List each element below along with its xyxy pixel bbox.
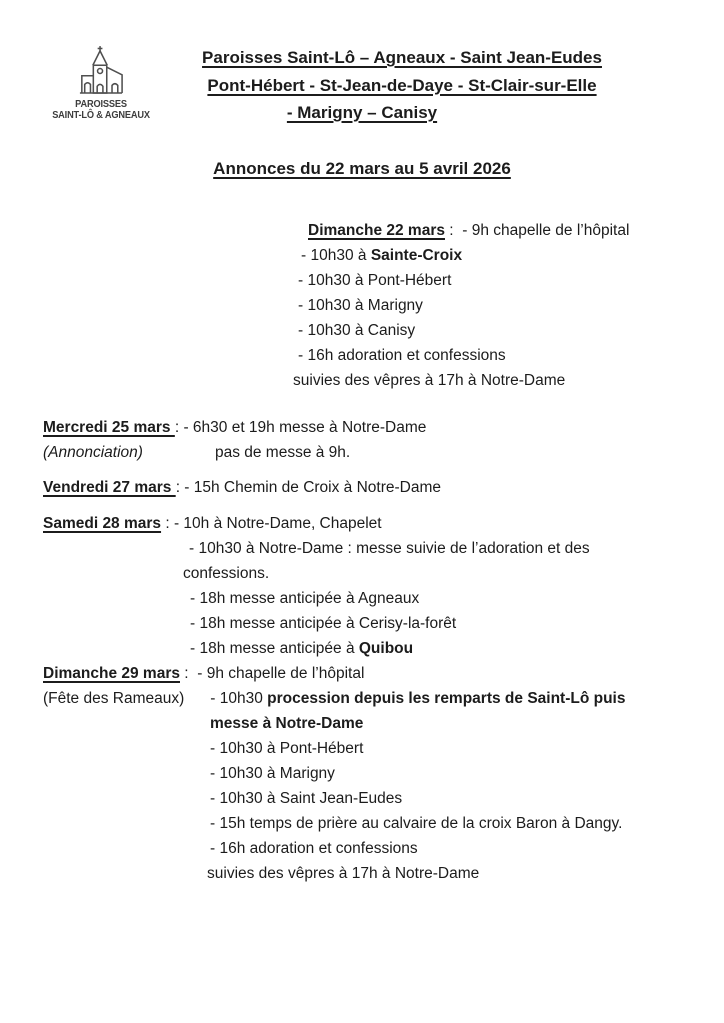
text-run: - 10h30 [210, 690, 268, 707]
text-run: - 10h30 à Pont-Hébert [210, 740, 364, 757]
text-run: suivies des vêpres à 17h à Notre-Dame [293, 372, 566, 389]
date-heading: Dimanche 29 mars [43, 665, 180, 682]
text-line [293, 268, 629, 293]
text-run: - 15h temps de prière au calvaire de la croix Baron à Dangy. [210, 815, 623, 832]
section-mercredi-25-mars [43, 415, 426, 465]
section-vendredi-27-mars [43, 475, 441, 500]
text-line [43, 861, 625, 886]
text-line [43, 636, 590, 661]
text-run: - 10h30 à Saint Jean-Eudes [210, 790, 403, 807]
text-run: - 18h messe anticipée à Agneaux [190, 590, 420, 607]
text-run: - 10h30 à Marigny [210, 765, 335, 782]
text-line [293, 293, 629, 318]
text-run: messe à Notre-Dame [210, 715, 364, 732]
section-dimanche-22-mars [293, 218, 629, 393]
text-run: suivies des vêpres à 17h à Notre-Dame [207, 865, 480, 882]
title-line-3: - Marigny – Canisy [286, 103, 438, 122]
text-run: - 10h30 à Marigny [298, 297, 423, 314]
text-run: - 18h messe anticipée à Cerisy-la-forêt [190, 615, 457, 632]
text-line [43, 786, 625, 811]
text-line [43, 561, 590, 586]
text-line [43, 415, 426, 440]
section-samedi-28-mars [43, 511, 590, 661]
text-run: - 18h messe anticipée à [190, 640, 359, 657]
text-run: - 10h30 à Pont-Hébert [298, 272, 452, 289]
text-run: - 10h30 à [301, 247, 371, 264]
text-run: : - 9h chapelle de l’hôpital [180, 665, 365, 682]
date-heading: Dimanche 22 mars [308, 222, 445, 239]
title-line-1: Paroisses Saint-Lô – Agneaux - Saint Jean-Eudes [202, 48, 602, 67]
text-run: : - 9h chapelle de l’hôpital [445, 222, 630, 239]
text-line [43, 440, 426, 465]
text-line [293, 318, 629, 343]
text-run: pas de messe à 9h. [214, 444, 351, 461]
text-line [293, 218, 629, 243]
text-run: - 10h30 à Notre-Dame : messe suivie de l’adoration et des [189, 540, 590, 557]
text-run: : - 15h Chemin de Croix à Notre-Dame [175, 479, 442, 496]
text-line [43, 811, 625, 836]
text-run: procession depuis les remparts de Saint-Lô puis [267, 690, 626, 707]
date-heading: Mercredi 25 mars [43, 419, 175, 436]
text-run: (Fête des Rameaux) [43, 690, 185, 707]
date-heading: Samedi 28 mars [43, 515, 162, 532]
text-line [293, 343, 629, 368]
text-line [43, 475, 441, 500]
text-line [43, 586, 590, 611]
date-heading: Vendredi 27 mars [43, 479, 176, 496]
text-line [43, 686, 625, 711]
text-run: : - 6h30 et 19h messe à Notre-Dame [174, 419, 427, 436]
section-dimanche-29-mars [43, 661, 625, 886]
text-line [43, 711, 625, 736]
text-line [43, 611, 590, 636]
text-line [43, 661, 625, 686]
text-line [43, 736, 625, 761]
text-run: Quibou [358, 640, 414, 657]
text-run: Sainte-Croix [370, 247, 463, 264]
title-line-2: Pont-Hébert - St-Jean-de-Daye - St-Clair-sur-Elle [207, 75, 597, 95]
text-run: - 10h30 à Canisy [298, 322, 416, 339]
announcements-period-title: Annonces du 22 mars au 5 avril 2026 [213, 159, 511, 178]
text-run: - 16h adoration et confessions [210, 840, 418, 857]
text-run: : - 10h à Notre-Dame, Chapelet [161, 515, 382, 532]
text-run: (Annonciation) [43, 444, 143, 461]
text-line [43, 761, 625, 786]
text-run: confessions. [183, 565, 270, 582]
page-title [0, 44, 724, 127]
text-run: - 16h adoration et confessions [298, 347, 506, 364]
text-line [43, 511, 590, 536]
text-line [43, 836, 625, 861]
logo-text-line2: SAINT-LÔ & AGNEAUX [52, 109, 150, 121]
text-line [293, 243, 629, 268]
text-line [43, 536, 590, 561]
text-line [293, 368, 629, 393]
logo-text-line1: PAROISSES [75, 98, 127, 110]
